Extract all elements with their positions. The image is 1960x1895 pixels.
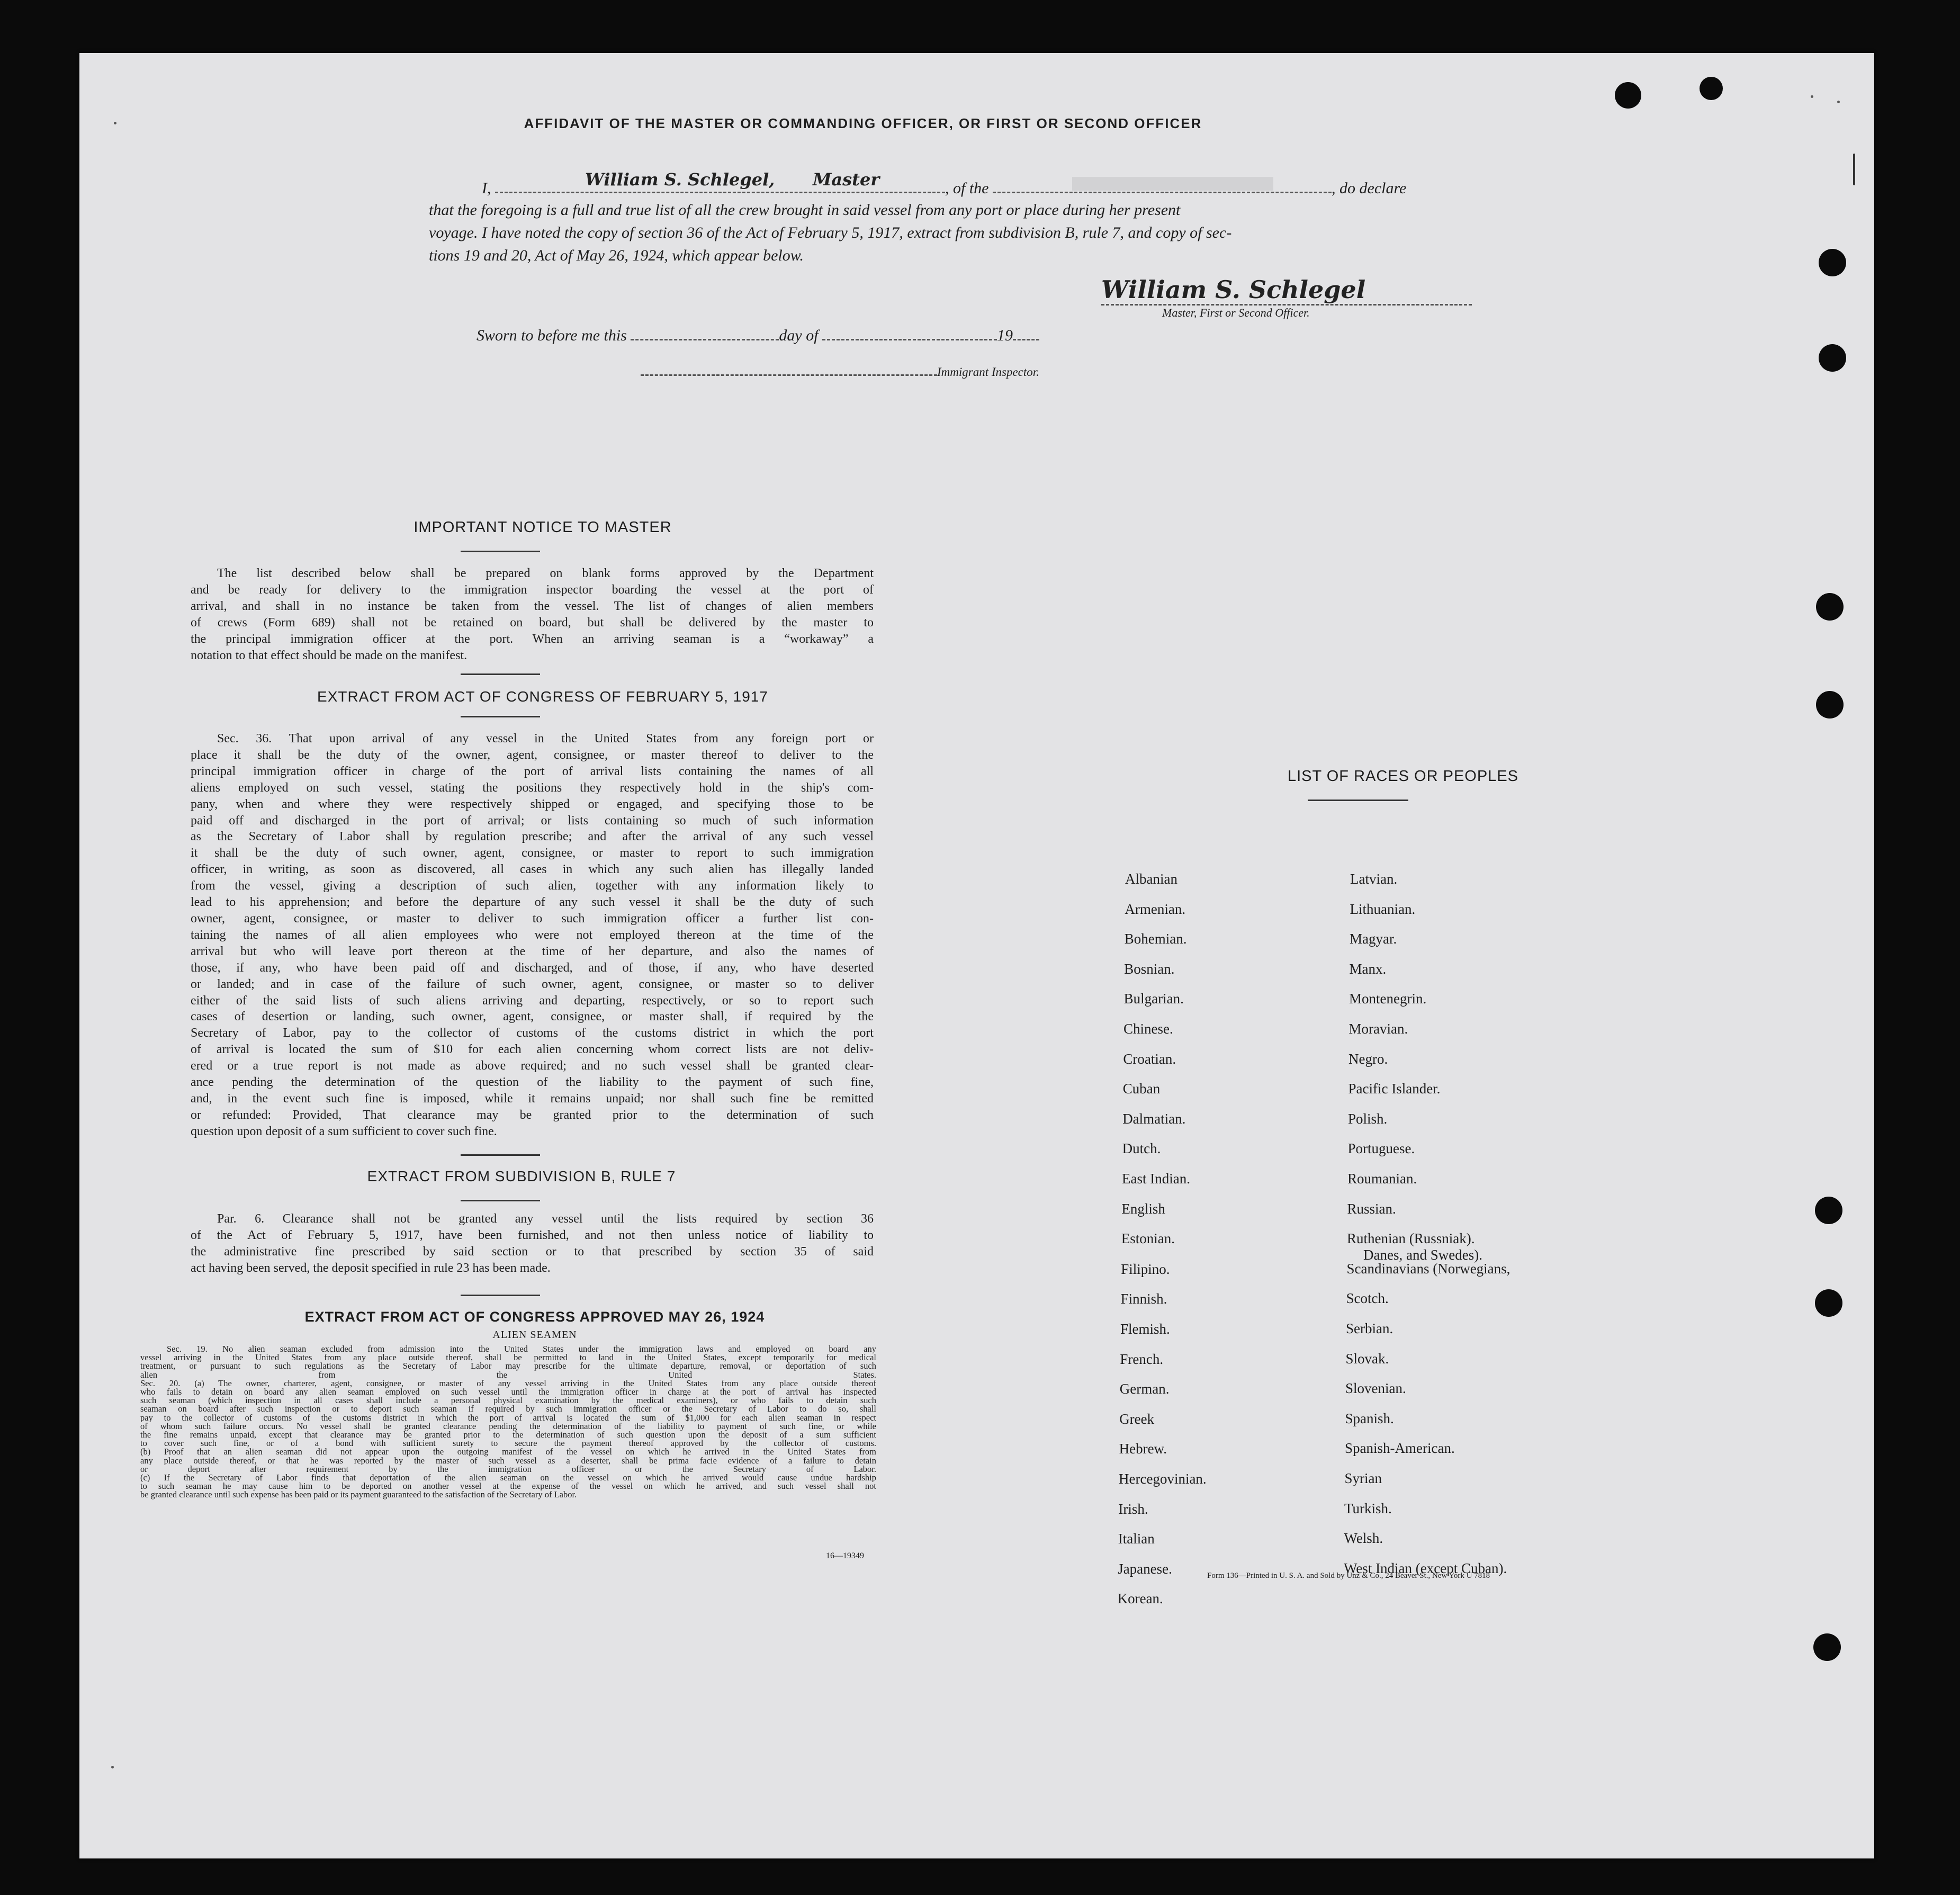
inspector-signature-field[interactable]	[641, 366, 937, 376]
extract1924-line: Sec. 20. (a) The owner, charterer, agent, consignee, or master of any vessel arriving in the United States from any place outside thereof	[140, 1379, 876, 1388]
divider	[461, 716, 540, 717]
binder-hole	[1813, 1633, 1841, 1661]
race-item: Negro.	[1348, 1050, 1388, 1067]
extract1924-line: who fails to detain on board any alien seaman employed on such vessel until the immigration officer in charge at the port of arrival has inspected	[140, 1388, 876, 1397]
extract1917-line: pany, when and where they were respectively shipped or engaged, and specifying those to be	[191, 797, 874, 811]
notice-line: notation to that effect should be made on the manifest.	[191, 649, 467, 662]
race-item: Hercegovinian.	[1119, 1471, 1207, 1487]
notice-line: of crews (Form 689) shall not be retained on board, but shall be delivered by the master to	[191, 616, 874, 630]
binder-hole	[1819, 249, 1846, 276]
extract-1924-body	[140, 1345, 876, 1499]
notice-title: IMPORTANT NOTICE TO MASTER	[413, 519, 672, 536]
extract1917-line: owner, agent, consignee, or master to deliver to such immigration officer a further list con-	[191, 911, 874, 926]
extract1917-line: question upon deposit of a sum sufficient to cover such fine.	[191, 1124, 497, 1138]
race-item: Dutch.	[1122, 1140, 1161, 1157]
race-item: Syrian	[1344, 1470, 1382, 1486]
affidavit-line-1	[482, 169, 1520, 197]
race-item: Albanian	[1125, 871, 1177, 887]
of-the-label: , of the	[945, 179, 989, 197]
extract-1917-title: EXTRACT FROM ACT OF CONGRESS OF FEBRUARY 5, 1917	[317, 688, 768, 705]
sworn-month-field[interactable]	[822, 323, 997, 340]
extract1917-line: cases of desertion or landing, such owner, agent, consignee, or master shall, if required by the	[191, 1010, 874, 1024]
race-item: Manx.	[1349, 960, 1387, 977]
extract1924-line: alien from the United States.	[140, 1370, 876, 1379]
race-item: Roumanian.	[1347, 1171, 1417, 1187]
extract1924-line: any place outside thereof, or that he was reported by the master of such vessel as a deserter, shall be prima facie evidence of a failure to detain	[140, 1456, 876, 1465]
extract1917-line: ance pending the determination of the question of the liability to the payment of such fine,	[191, 1075, 874, 1090]
extract1924-line: pay to the collector of customs of the customs district in which the port of arrival is located the sum of $1,000 for each alien seaman in respect	[140, 1413, 876, 1422]
inspector-line	[641, 365, 1039, 379]
race-item: Irish.	[1118, 1501, 1148, 1517]
binder-hole	[1816, 691, 1844, 719]
extract1917-line: officer, in writing, as soon as discovered, all cases in which any such alien has illegally landed	[191, 863, 874, 877]
subdivision-line: act having been served, the deposit specified in rule 23 has been made.	[191, 1261, 551, 1275]
race-item: Magyar.	[1350, 931, 1397, 947]
race-item: Slovenian.	[1345, 1380, 1406, 1397]
race-item: Armenian.	[1125, 901, 1186, 917]
extract1917-line: from the vessel, giving a description of such alien, together with any information likely to	[191, 879, 874, 893]
extract1917-line: as the Secretary of Labor shall by regulation prescribe; and after the arrival of any such vessel	[191, 830, 874, 844]
divider	[461, 1154, 540, 1156]
extract1924-line: vessel arriving in the United States from any place outside thereof, shall be permitted to land in the United States, except temporarily for medical	[140, 1353, 876, 1362]
notice-line: the principal immigration officer at the port. When an arriving seaman is a “workaway” a	[191, 632, 874, 646]
divider	[1308, 800, 1408, 801]
extract-1924-subtitle: ALIEN SEAMEN	[492, 1329, 577, 1341]
race-item: Italian	[1118, 1531, 1155, 1547]
extract1924-line: of whom such failure occurs. No vessel shall be granted clearance pending the determination of the liability to payment of such fine, or while	[140, 1422, 876, 1431]
extract1924-line: to cover such fine, or of a bond with sufficient surety to secure the payment thereof approved by the collector of customs.	[140, 1439, 876, 1448]
race-item: Bohemian.	[1124, 931, 1187, 947]
form-code: 16—19349	[826, 1551, 864, 1560]
race-item: Welsh.	[1344, 1530, 1383, 1547]
race-item: Filipino.	[1121, 1261, 1170, 1277]
race-item: Ruthenian (Russniak).	[1347, 1231, 1475, 1247]
extract1917-line: Sec. 36. That upon arrival of any vessel in the United States from any foreign port or	[217, 732, 874, 746]
binder-hole	[1816, 593, 1844, 621]
scan-speck	[114, 122, 116, 124]
divider	[461, 1295, 540, 1296]
subdivision-line: Par. 6. Clearance shall not be granted any vessel until the lists required by section 36	[217, 1212, 874, 1226]
race-item: Korean.	[1117, 1591, 1163, 1607]
notice-line: and be ready for delivery to the immigration inspector boarding the vessel at the port of	[191, 583, 874, 597]
race-item: Scandinavians (Norwegians,	[1346, 1260, 1511, 1277]
extract1917-line: place it shall be the duty of the owner, agent, consignee, or master thereof to deliver to the	[191, 748, 874, 762]
extract1917-line: or refunded: Provided, That clearance may be granted prior to the determination of such	[191, 1108, 874, 1122]
extract1917-line: principal immigration officer in charge of the port of arrival lists containing the names of all	[191, 764, 874, 778]
race-item: Moravian.	[1348, 1021, 1408, 1037]
race-item: Bosnian.	[1124, 960, 1175, 977]
extract1917-line: aliens employed on such vessel, stating the positions they respectively hold in the ship's com-	[191, 780, 874, 795]
subdivision-line: of the Act of February 5, 1917, have been furnished, and not then unless notice of liability to	[191, 1228, 874, 1242]
master-name-handwriting: William S. Schlegel,	[585, 169, 775, 190]
race-item: Polish.	[1348, 1110, 1388, 1127]
signature-caption: Master, First or Second Officer.	[1162, 306, 1310, 319]
race-item: Danes, and Swedes).	[1363, 1247, 1482, 1263]
race-item: Turkish.	[1344, 1500, 1392, 1516]
race-item: West Indian (except Cuban).	[1344, 1560, 1507, 1576]
i-label: I,	[482, 179, 491, 197]
race-item: Spanish-American.	[1345, 1440, 1455, 1457]
declare-label: , do declare	[1332, 179, 1407, 197]
notice-body	[191, 565, 874, 664]
divider	[461, 673, 540, 675]
vessel-name-redaction	[1072, 177, 1273, 191]
extract1917-line: taining the names of all alien employees who were not employed thereon at the time of the	[191, 928, 874, 942]
race-item: Spanish.	[1345, 1410, 1394, 1426]
race-item: Portuguese.	[1347, 1140, 1415, 1157]
punch-mark	[1615, 82, 1641, 109]
divider	[461, 1200, 540, 1201]
race-item: Hebrew.	[1119, 1441, 1167, 1457]
form-printer-line: Form 136—Printed in U. S. A. and Sold by Unz & Co., 24 Beaver St., New York U 7818	[1207, 1571, 1490, 1580]
affidavit-line-2: that the foregoing is a full and true list of all the crew brought in said vessel from any port or place during her present	[429, 201, 1181, 219]
extract1917-line: it shall be the duty of such owner, agent, consignee, or master to report to such immigration	[191, 846, 874, 860]
extract1917-line: or landed; and in case of the failure of such owner, agent, consignee, or master so to deliver	[191, 977, 874, 991]
extract1917-line: ered or a true report is not made as above required; and no such vessel shall be granted clear-	[191, 1059, 874, 1073]
sworn-day-field[interactable]	[631, 323, 779, 340]
extract1924-line: (b) Proof that an alien seaman did not appear upon the outgoing manifest of the vessel on which he arrived in the United States from	[140, 1448, 876, 1457]
races-title: LIST OF RACES OR PEOPLES	[1287, 768, 1519, 785]
subdivision-body	[191, 1211, 874, 1277]
affidavit-line-3: voyage. I have noted the copy of section 36 of the Act of February 5, 1917, extract from subdivision B, rule 7, and copy of sec-	[429, 224, 1232, 241]
race-item: Japanese.	[1118, 1560, 1172, 1577]
extract1924-line: or deport after requirement by the immigration officer or the Secretary of Labor.	[140, 1465, 876, 1474]
year-prefix: 19	[997, 327, 1013, 344]
extract1924-line: the fine remains unpaid, except that clearance may be granted prior to the determination of such question upon the deposit of a sum sufficient	[140, 1431, 876, 1440]
race-item: Finnish.	[1120, 1291, 1167, 1307]
extract1917-line: Secretary of Labor, pay to the collector of customs of the customs district in which the port	[191, 1026, 874, 1040]
officer-signature: William S. Schlegel	[1101, 275, 1472, 306]
race-item: Greek	[1119, 1411, 1155, 1427]
extract1924-line: such seaman (which inspection in all cases shall include a personal physical examination by the medical examiners), or who fails to detain such	[140, 1396, 876, 1405]
race-item: Scotch.	[1346, 1290, 1389, 1307]
vessel-name-field[interactable]	[993, 176, 1332, 193]
extract1917-line: lead to his apprehension; and before the departure of any such vessel it shall be the duty of such	[191, 895, 874, 910]
race-item: Flemish.	[1120, 1321, 1170, 1337]
scan-speck	[1853, 154, 1855, 185]
race-item: Cuban	[1122, 1081, 1161, 1097]
affidavit-line-4: tions 19 and 20, Act of May 26, 1924, which appear below.	[429, 247, 804, 264]
subdivision-line: the administrative fine prescribed by said section or to that prescribed by section 35 of said	[191, 1245, 874, 1259]
scan-speck	[1837, 101, 1840, 103]
day-of-label: day of	[779, 327, 819, 344]
extract1924-line: to such seaman he may cause him to be deported on another vessel at the expense of the vessel on which he arrived, and such vessel shall not	[140, 1482, 876, 1491]
master-title-handwriting: Master	[813, 169, 880, 190]
race-item: Russian.	[1347, 1200, 1396, 1217]
binder-hole	[1815, 1197, 1842, 1224]
divider	[461, 551, 540, 552]
extract1924-line: be granted clearance until such expense has been paid or its payment guaranteed to the satisfaction of the Secretary of Labor.	[140, 1490, 577, 1499]
inspector-label: Immigrant Inspector.	[937, 365, 1039, 379]
sworn-label: Sworn to before me this	[476, 327, 627, 344]
binder-hole	[1815, 1289, 1842, 1317]
race-item: Pacific Islander.	[1348, 1081, 1441, 1097]
affidavit-title: AFFIDAVIT OF THE MASTER OR COMMANDING OFFICER, OR FIRST OR SECOND OFFICER	[524, 115, 1202, 131]
extract1924-line: Sec. 19. No alien seaman excluded from admission into the United States under the immigration laws and employed on board any	[167, 1345, 876, 1354]
extract1924-line: seaman on board after such inspection or to deport such seaman if required by such immigration officer or the Secretary of Labor to do so, shall	[140, 1405, 876, 1414]
race-item: German.	[1119, 1381, 1170, 1397]
extract1917-line: those, if any, who have been paid off and discharged, and of those, if any, who have deserted	[191, 960, 874, 975]
notice-line: The list described below shall be prepared on blank forms approved by the Department	[217, 567, 874, 580]
race-item: Chinese.	[1123, 1021, 1173, 1037]
notice-line: arrival, and shall in no instance be taken from the vessel. The list of changes of alien members	[191, 599, 874, 613]
extract1917-line: arrival but who will leave port thereon at the time of her departure, and also the names of	[191, 944, 874, 958]
scan-speck	[1811, 95, 1813, 98]
race-item: Latvian.	[1350, 871, 1398, 887]
race-item: Serbian.	[1346, 1321, 1393, 1336]
extract1917-line: and, in the event such fine is imposed, while it remains unpaid; nor shall such fine be remitted	[191, 1091, 874, 1106]
extract1924-line: (c) If the Secretary of Labor finds that deportation of the alien seaman on the vessel on which he arrived would cause undue hardship	[140, 1474, 876, 1483]
extract1924-line: treatment, or pursuant to such regulations as the Secretary of Labor may prescribe for the ultimate departure, removal, or deportation of such	[140, 1362, 876, 1371]
race-item: East Indian.	[1122, 1171, 1190, 1187]
punch-mark	[1700, 77, 1723, 100]
extract-1924-title: EXTRACT FROM ACT OF CONGRESS APPROVED MAY 26, 1924	[304, 1309, 765, 1325]
extract1917-line: paid off and discharged in the port of arrival; or lists containing so much of such information	[191, 813, 874, 828]
binder-hole	[1819, 344, 1846, 372]
race-item: French.	[1120, 1351, 1164, 1367]
race-item: Slovak.	[1345, 1350, 1389, 1367]
sworn-year-field[interactable]	[1013, 323, 1039, 340]
extract-1917-body	[191, 731, 874, 1140]
form-sheet	[79, 53, 1874, 1858]
sworn-line	[476, 323, 1039, 345]
extract1917-line: of arrival is located the sum of $10 for each alien concerning whom correct lists are not deliv-	[191, 1043, 874, 1057]
master-name-field[interactable]	[495, 169, 945, 193]
race-item: English	[1121, 1200, 1165, 1217]
scan-speck	[111, 1766, 114, 1768]
race-item: Montenegrin.	[1349, 991, 1427, 1007]
race-item: Bulgarian.	[1123, 991, 1184, 1007]
race-item: Croatian.	[1123, 1050, 1176, 1067]
race-item: Dalmatian.	[1122, 1110, 1186, 1127]
race-item: Lithuanian.	[1350, 901, 1416, 917]
subdivision-title: EXTRACT FROM SUBDIVISION B, RULE 7	[367, 1168, 676, 1184]
race-item: Estonian.	[1121, 1231, 1175, 1247]
extract1917-line: either of the said lists of such aliens arriving and departing, respectively, or so to report such	[191, 993, 874, 1008]
